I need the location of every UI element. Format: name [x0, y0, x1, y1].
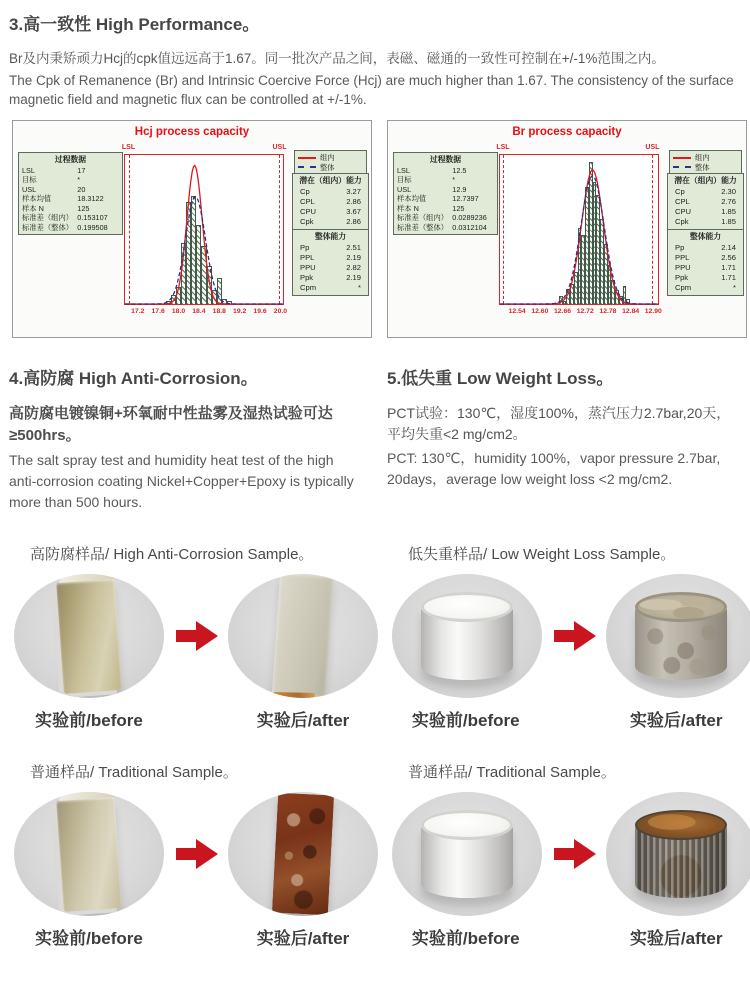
process-data-panel	[393, 152, 498, 235]
before-photo	[14, 574, 164, 698]
section3-english-text: The Cpk of Remanence (Br) and Intrinsic Coercive Force (Hcj) are much higher than 1.67. The consistency of the surface magnetic field and magnetic flux can be controlled at +/-1%.	[9, 72, 734, 108]
before-photo	[14, 792, 164, 916]
within-stat-row: Cp 3.27	[300, 186, 361, 196]
overall-stat-row: Cpm *	[300, 282, 361, 292]
right-arrow-icon	[552, 621, 596, 651]
process-data-row: LSL 17	[22, 165, 86, 175]
right-arrow-icon	[552, 839, 596, 869]
chart-title: Br process capacity	[512, 125, 622, 138]
low-weight-loss-sample-cell	[378, 531, 750, 749]
magnet-block-before	[56, 578, 122, 694]
after-photo	[228, 574, 378, 698]
process-data-row: 样本 N 125	[22, 203, 90, 213]
section4-english-text: The salt spray test and humidity heat test of the high anti-corrosion coating Nickel+Copper+Epoxy is typically more than 500 hours.	[9, 451, 354, 510]
photo-row	[14, 574, 378, 698]
within-capability-rows	[293, 187, 368, 227]
legend-panel	[669, 150, 742, 176]
within-stat-row: Cpk 1.85	[675, 216, 736, 226]
process-data-row: 样本均值 12.7397	[397, 194, 479, 204]
spacer	[540, 924, 603, 949]
solid-red-line-icon	[673, 157, 691, 159]
section4-heading: 4.高防腐 High Anti-Corrosion。	[9, 368, 258, 388]
overall-stat-row: PPU 1.71	[675, 262, 736, 272]
within-stat-row: Cpk 2.86	[300, 216, 361, 226]
process-data-row: 标准差（整体） 0.199508	[22, 222, 108, 232]
x-tick-label: 17.2	[131, 307, 145, 315]
x-tick-label: 12.66	[554, 307, 572, 315]
sections-4-5-row	[9, 364, 750, 513]
overall-stat-row: PPU 2.82	[300, 262, 361, 272]
process-data-row: LSL 12.5	[397, 165, 467, 175]
process-data-row: 样本 N 125	[397, 203, 465, 213]
before-label: 实验前/before	[35, 710, 143, 730]
photo-row	[14, 792, 378, 916]
capability-charts-row	[12, 120, 750, 338]
within-curve	[500, 170, 658, 304]
x-axis-ticks	[499, 307, 662, 318]
section3-heading: 3.高一致性 High Performance。	[9, 15, 260, 34]
traditional-sample-heading: 普通样品/ Traditional Sample。	[408, 763, 616, 781]
legend-overall-label: 整体	[320, 162, 335, 172]
x-tick-label: 20.0	[273, 307, 288, 315]
process-data-row: USL 12.9	[397, 184, 467, 194]
process-data-row: 标准差（组内） 0.0289236	[397, 213, 487, 223]
overall-stat-row: Ppk 2.19	[300, 272, 361, 282]
x-tick-label: 12.78	[599, 307, 617, 315]
after-photo	[606, 792, 750, 916]
before-photo	[392, 574, 542, 698]
process-data-rows	[19, 166, 122, 232]
overall-stat-row: Pp 2.14	[675, 242, 736, 252]
overall-stat-row: Pp 2.51	[300, 242, 361, 252]
process-data-row: 标准差（整体） 0.0312104	[397, 222, 487, 232]
lsl-label: LSL	[121, 143, 136, 151]
section3-chinese-text: Br及内秉矫顽力Hcj的cpk值远远高于1.67。同一批次产品之间，表磁、磁通的一致性可控制在+/-1%范围之内。	[9, 51, 665, 66]
overall-stat-row: Cpm *	[675, 282, 736, 292]
x-tick-label: 17.6	[151, 307, 165, 315]
capability-stats-panel	[292, 173, 369, 296]
distribution-curves	[500, 155, 658, 304]
x-axis-ticks	[124, 307, 288, 318]
overall-capability-header: 整体能力	[314, 231, 347, 241]
within-curve	[125, 165, 283, 304]
process-data-row: 标准差（组内） 0.153107	[22, 213, 108, 223]
process-data-row: 目标 *	[22, 175, 81, 185]
low-weight-loss-sample-heading: 低失重样品/ Low Weight Loss Sample。	[408, 545, 676, 563]
br-process-capacity-chart	[387, 120, 747, 338]
usl-label: USL	[272, 143, 287, 151]
section5-english-text: PCT: 130℃，humidity 100%，vapor pressure 2.7bar, 20days，average low weight loss <2 mg/cm2.	[387, 450, 721, 488]
section5-heading: 5.低失重 Low Weight Loss。	[387, 368, 614, 388]
overall-curve	[125, 197, 283, 304]
before-label: 实验前/before	[35, 928, 143, 948]
magnet-cylinder-before	[421, 592, 513, 680]
after-label: 实验后/after	[256, 928, 350, 948]
overall-capability-rows	[293, 243, 368, 293]
traditional-sample-heading: 普通样品/ Traditional Sample。	[30, 763, 238, 781]
within-stat-row: CPL 2.86	[300, 196, 361, 206]
overall-capability-rows	[668, 243, 743, 293]
within-capability-header: 潜在（组内）能力	[674, 175, 737, 185]
overall-stat-row: PPL 2.56	[675, 252, 736, 262]
section4-chinese-text: 高防腐电镀镍铜+环氧耐中性盐雾及湿热试验可达≥500hrs。	[9, 404, 333, 445]
magnet-block-before	[56, 796, 122, 912]
traditional-cylinder-sample-cell	[378, 749, 750, 967]
after-label: 实验后/after	[629, 710, 723, 730]
process-data-header: 过程数据	[429, 154, 462, 164]
x-tick-label: 19.6	[253, 307, 267, 315]
after-label: 实验后/after	[629, 928, 723, 948]
process-data-row: 目标 *	[397, 175, 456, 185]
lsl-label: LSL	[496, 143, 510, 151]
within-stat-row: CPL 2.76	[675, 196, 736, 206]
right-arrow-icon	[174, 839, 218, 869]
x-tick-label: 18.8	[212, 307, 226, 315]
legend-overall-label: 整体	[695, 162, 710, 172]
solid-red-line-icon	[298, 157, 316, 159]
caption-row	[14, 924, 378, 949]
legend-within-label: 组内	[320, 152, 335, 162]
distribution-curves	[125, 155, 283, 304]
overall-curve	[500, 176, 658, 304]
overall-stat-row: PPL 2.19	[300, 252, 361, 262]
caption-row	[392, 706, 750, 731]
spacer	[540, 706, 603, 731]
x-tick-label: 19.2	[233, 307, 247, 315]
legend-overall	[298, 163, 363, 173]
usl-label: USL	[645, 143, 660, 151]
dashed-blue-line-icon	[673, 166, 691, 168]
overall-capability-header: 整体能力	[689, 231, 722, 241]
spacer	[164, 924, 228, 949]
within-capability-header: 潜在（组内）能力	[299, 175, 362, 185]
legend-panel	[294, 150, 367, 176]
section-high-performance	[9, 10, 738, 110]
process-data-panel	[18, 152, 123, 235]
caption-row	[14, 706, 378, 731]
legend-within	[298, 153, 363, 163]
before-label: 实验前/before	[411, 710, 520, 730]
dashed-blue-line-icon	[298, 166, 316, 168]
magnet-cylinder-after	[635, 810, 727, 898]
within-capability-rows	[668, 187, 743, 227]
anti-corrosion-sample-cell	[0, 531, 378, 749]
x-tick-label: 12.60	[531, 307, 549, 315]
chart-title: Hcj process capacity	[134, 125, 250, 138]
x-tick-label: 18.4	[192, 307, 206, 315]
traditional-block-sample-cell	[0, 749, 378, 967]
legend-overall	[673, 163, 738, 173]
magnet-cylinder-after	[635, 592, 727, 680]
x-tick-label: 12.90	[644, 307, 662, 315]
capability-stats-panel	[667, 173, 744, 296]
photo-row	[392, 574, 750, 698]
right-arrow-icon	[174, 621, 218, 651]
process-data-row: USL 20	[22, 184, 86, 194]
anti-corrosion-sample-heading: 高防腐样品/ High Anti-Corrosion Sample。	[30, 545, 314, 563]
x-tick-label: 12.72	[576, 307, 594, 315]
magnet-cylinder-before	[421, 810, 513, 898]
caption-row	[392, 924, 750, 949]
before-label: 实验前/before	[411, 928, 520, 948]
x-tick-label: 12.84	[622, 307, 640, 315]
process-data-row: 样本均值 18.3122	[22, 194, 104, 204]
within-stat-row: CPU 3.67	[300, 206, 361, 216]
catalog-page	[0, 10, 750, 986]
magnet-block-after	[272, 574, 334, 698]
magnet-block-after	[272, 792, 334, 915]
hcj-process-capacity-chart	[12, 120, 372, 338]
section5-chinese-text: PCT试验：130℃，湿度100%，蒸汽压力2.7bar,20天，平均失重<2 mg/cm2。	[387, 404, 731, 443]
legend-within	[673, 153, 738, 163]
before-photo	[392, 792, 542, 916]
section-anti-corrosion	[9, 364, 387, 513]
legend-within-label: 组内	[695, 152, 710, 162]
process-data-rows	[394, 166, 497, 232]
after-label: 实验后/after	[256, 710, 350, 730]
after-photo	[228, 792, 378, 916]
sample-comparison-grid	[0, 531, 750, 967]
after-photo	[606, 574, 750, 698]
plot-area	[121, 143, 287, 305]
photo-row	[392, 792, 750, 916]
within-stat-row: Cp 2.30	[675, 186, 736, 196]
section-low-weight-loss	[387, 364, 750, 513]
within-stat-row: CPU 1.85	[675, 206, 736, 216]
x-tick-label: 12.54	[508, 307, 526, 315]
process-data-header: 过程数据	[54, 154, 87, 164]
x-tick-label: 18.0	[171, 307, 186, 315]
plot-area	[496, 143, 660, 305]
spacer	[164, 706, 228, 731]
overall-stat-row: Ppk 1.71	[675, 272, 736, 282]
